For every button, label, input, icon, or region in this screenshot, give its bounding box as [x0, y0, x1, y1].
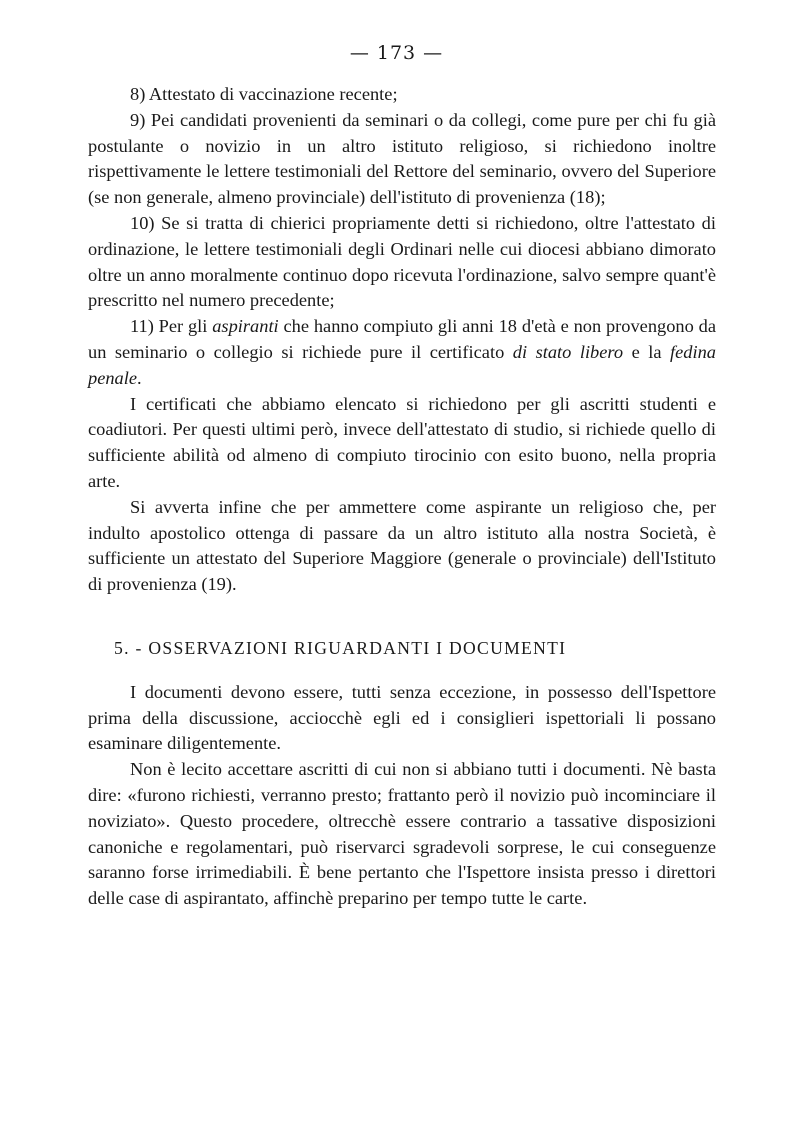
page-body — [88, 82, 716, 912]
list-item-11-text-b: che hanno compiuto gli anni 18 d'età e non provengono da un seminario o collegio si richiede pure il certificato — [88, 316, 717, 362]
list-item-11-text-d: . — [137, 367, 142, 388]
section-paragraph-1: I documenti devono essere, tutti senza eccezione, in possesso dell'Ispettore prima della discussione, acciocchè egli ed i consiglieri ispettoriali li possano esaminare diligentemente. — [88, 681, 716, 754]
list-item-11-italic-fedina-penale: fedina penale — [88, 341, 716, 388]
paragraph-certificati: I certificati che abbiamo elencato si richiedono per gli ascritti studenti e coadiutori. Per questi ultimi però, invece dell'attestato di studio, si richiede quello di sufficiente abilità od almeno di compiuto tirocinio con esito buono, nella propria arte. — [88, 393, 716, 491]
paragraph-avverta: Si avverta infine che per ammettere come aspirante un religioso che, per indulto apostolico ottenga di passare da un altro istituto alla nostra Società, è sufficiente un attestato del Superiore Maggiore (generale o provinciale) dell'Istituto di provenienza (19). — [88, 496, 716, 595]
list-item-10: 10) Se si tratta di chierici propriamente detti si richiedono, oltre l'attestato di ordinazione, le lettere testimoniali degli Ordinari nelle cui diocesi abbiano dimorato oltre un anno moralmente continuo dopo ricevuta l'ordinazione, salvo sempre quant'è prescritto nel numero precedente; — [88, 212, 716, 311]
section-heading: 5. - OSSERVAZIONI RIGUARDANTI I DOCUMENTI — [114, 637, 567, 658]
list-item-11-text-c: e la — [623, 341, 671, 362]
page-number: — 173 — — [349, 42, 444, 64]
list-item-11-italic-aspiranti: aspiranti — [212, 316, 279, 337]
list-item-9: 9) Pei candidati provenienti da seminari o da collegi, come pure per chi fu già postulante o novizio in un altro istituto religioso, si richiedono inoltre rispettivamente le lettere testimoniali del Rettore del seminario, ovvero del Superiore (se non generale, almeno provinciale) dell'istituto di provenienza (18); — [88, 109, 716, 208]
list-item-11-italic-stato-libero: di stato libero — [512, 341, 624, 362]
list-item-11 — [88, 314, 716, 391]
heading-spacer — [88, 672, 716, 680]
list-item-8: 8) Attestato di vaccinazione recente; — [130, 84, 398, 104]
section-paragraph-2: Non è lecito accettare ascritti di cui non si abbiano tutti i documenti. Nè basta dire: «furono richiesti, verranno presto; frattanto però il novizio può incominciare il noviziato». Questo procedere, oltrecchè essere contrario a tassative disposizioni canoniche e regolamentari, può riservarci sgradevoli sorprese, le cui conseguenze saranno forse irrimediabili. È bene pertanto che l'Ispettore insista presso i direttori delle case di aspirantato, affinchè preparino per tempo tutte le carte. — [88, 759, 716, 909]
list-item-11-text-a: 11) Per gli — [130, 316, 213, 337]
